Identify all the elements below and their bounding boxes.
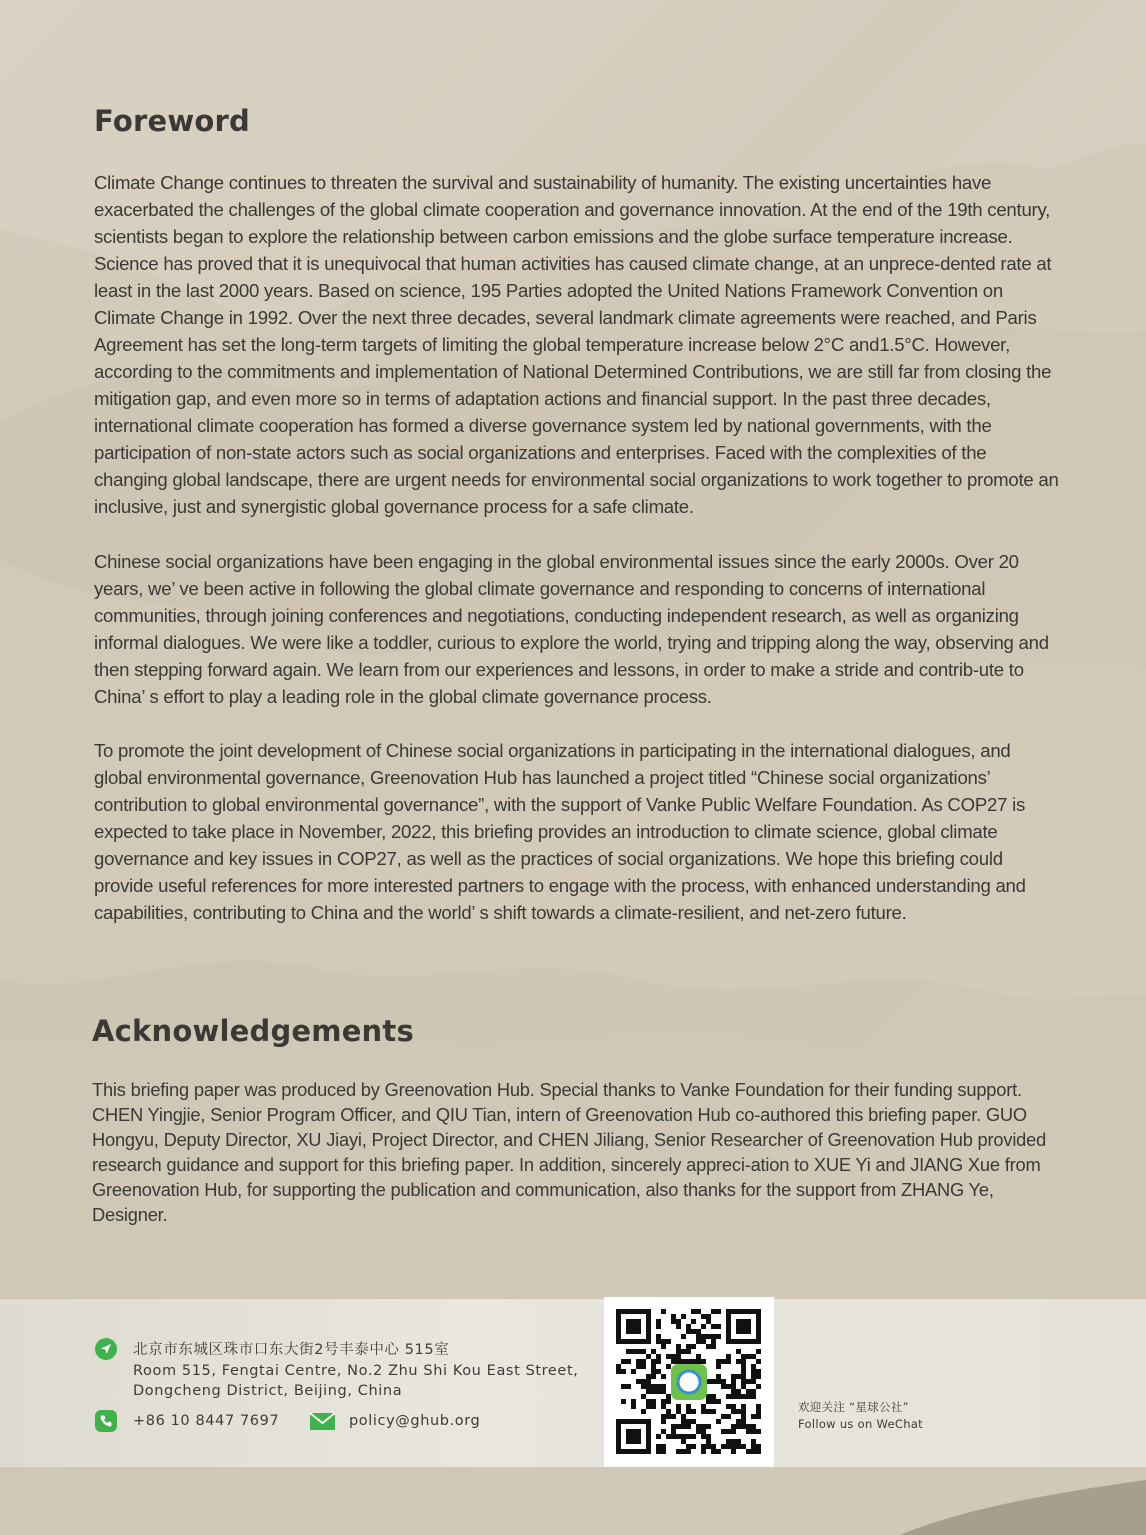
foreword-heading: Foreword [94, 104, 250, 138]
phone-icon [95, 1410, 117, 1432]
acknowledgements-paragraph: This briefing paper was produced by Greenovation Hub. Special thanks to Vanke Foundation for their funding support. CHEN Yingjie, Senior Program Officer, and QIU Tian, intern of Greenovation Hub co-authored this briefing paper. GUO Hongyu, Deputy Director, XU Jiayi, Project Director, and CHEN Jiliang, Senior Researcher of Greenovation Hub provided research guidance and support for this briefing paper. In addition, sincerely appreci-ation to XUE Yi and JIANG Xue from Greenovation Hub, for supporting the publication and communication, also thanks for the support from ZHANG Ye, Designer. [92, 1079, 1047, 1225]
wechat-caption [798, 1399, 923, 1433]
mail-icon [310, 1412, 335, 1435]
wechat-caption-chinese: 欢迎关注 “星球公社” [798, 1400, 909, 1414]
foreword-paragraph-3: To promote the joint development of Chinese social organizations in participating in the international dialogues, and global environmental governance, Greenovation Hub has launched a project titled “Chinese social organizations’ contribution to global environmental governance”, with the support of Vanke Public Welfare Foundation. As COP27 is expected to take place in November, 2022, this briefing provides an introduction to climate science, global climate governance and key issues in COP27, as well as the practices of social organizations. We hope this briefing could provide useful references for more interested partners to engage with the process, with enhanced understanding and capabilities, contributing to China and the world’ s shift towards a climate-resilient, and net-zero future. [94, 740, 1026, 923]
wechat-caption-english: Follow us on WeChat [798, 1417, 923, 1431]
wechat-qr-code [604, 1297, 774, 1467]
address [133, 1340, 593, 1402]
address-chinese: 北京市东城区珠市口东大街2号丰泰中心 515室 [133, 1342, 450, 1358]
address-english-line-2: Dongcheng District, Beijing, China [133, 1383, 403, 1399]
foreword-paragraph-2: Chinese social organizations have been engaging in the global environmental issues since the early 2000s. Over 20 years, we’ ve been active in following the global climate governance and responding to concerns of international communities, through joining conferences and negotiations, conducting independent research, as well as organizing informal dialogues. We were like a toddler, curious to explore the world, trying and tripping along the way, observing and then stepping forward again. We learn from our experiences and lessons, in order to make a stride and contrib-ute to China’ s effort to play a leading role in the global climate governance process. [94, 551, 1049, 707]
address-english-line-1: Room 515, Fengtai Centre, No.2 Zhu Shi Kou East Street, [133, 1362, 579, 1379]
email-address[interactable]: policy@ghub.org [349, 1413, 481, 1429]
phone-number[interactable]: +86 10 8447 7697 [133, 1413, 280, 1429]
foreword-paragraph-1: Climate Change continues to threaten the survival and sustainability of humanity. The existing uncertainties have exacerbated the challenges of the global climate cooperation and governance innovation. At the end of the 19th century, scientists began to explore the relationship between carbon emissions and the globe surface temperature increase. Science has proved that it is unequivocal that human activities has caused climate change, at an unprece-dented rate at least in the last 2000 years. Based on science, 195 Parties adopted the United Nations Framework Convention on Climate Change in 1992. Over the next three decades, several landmark climate agreements were reached, and Paris Agreement has set the long-term targets of limiting the global temperature increase below 2°C and1.5°C. However, according to the commitments and implementation of National Determined Contributions, we are still far from closing the mitigation gap, and even more so in terms of adaptation actions and financial support. In the past three decades, international climate cooperation has formed a diverse governance system led by national governments, with the participation of non-state actors such as social organizations and enterprises. Faced with the complexities of the changing global landscape, there are urgent needs for environmental social organizations to work together to promote an inclusive, just and synergistic global governance process for a safe climate. [94, 172, 1059, 517]
location-icon [95, 1338, 117, 1360]
acknowledgements-heading: Acknowledgements [92, 1014, 414, 1048]
